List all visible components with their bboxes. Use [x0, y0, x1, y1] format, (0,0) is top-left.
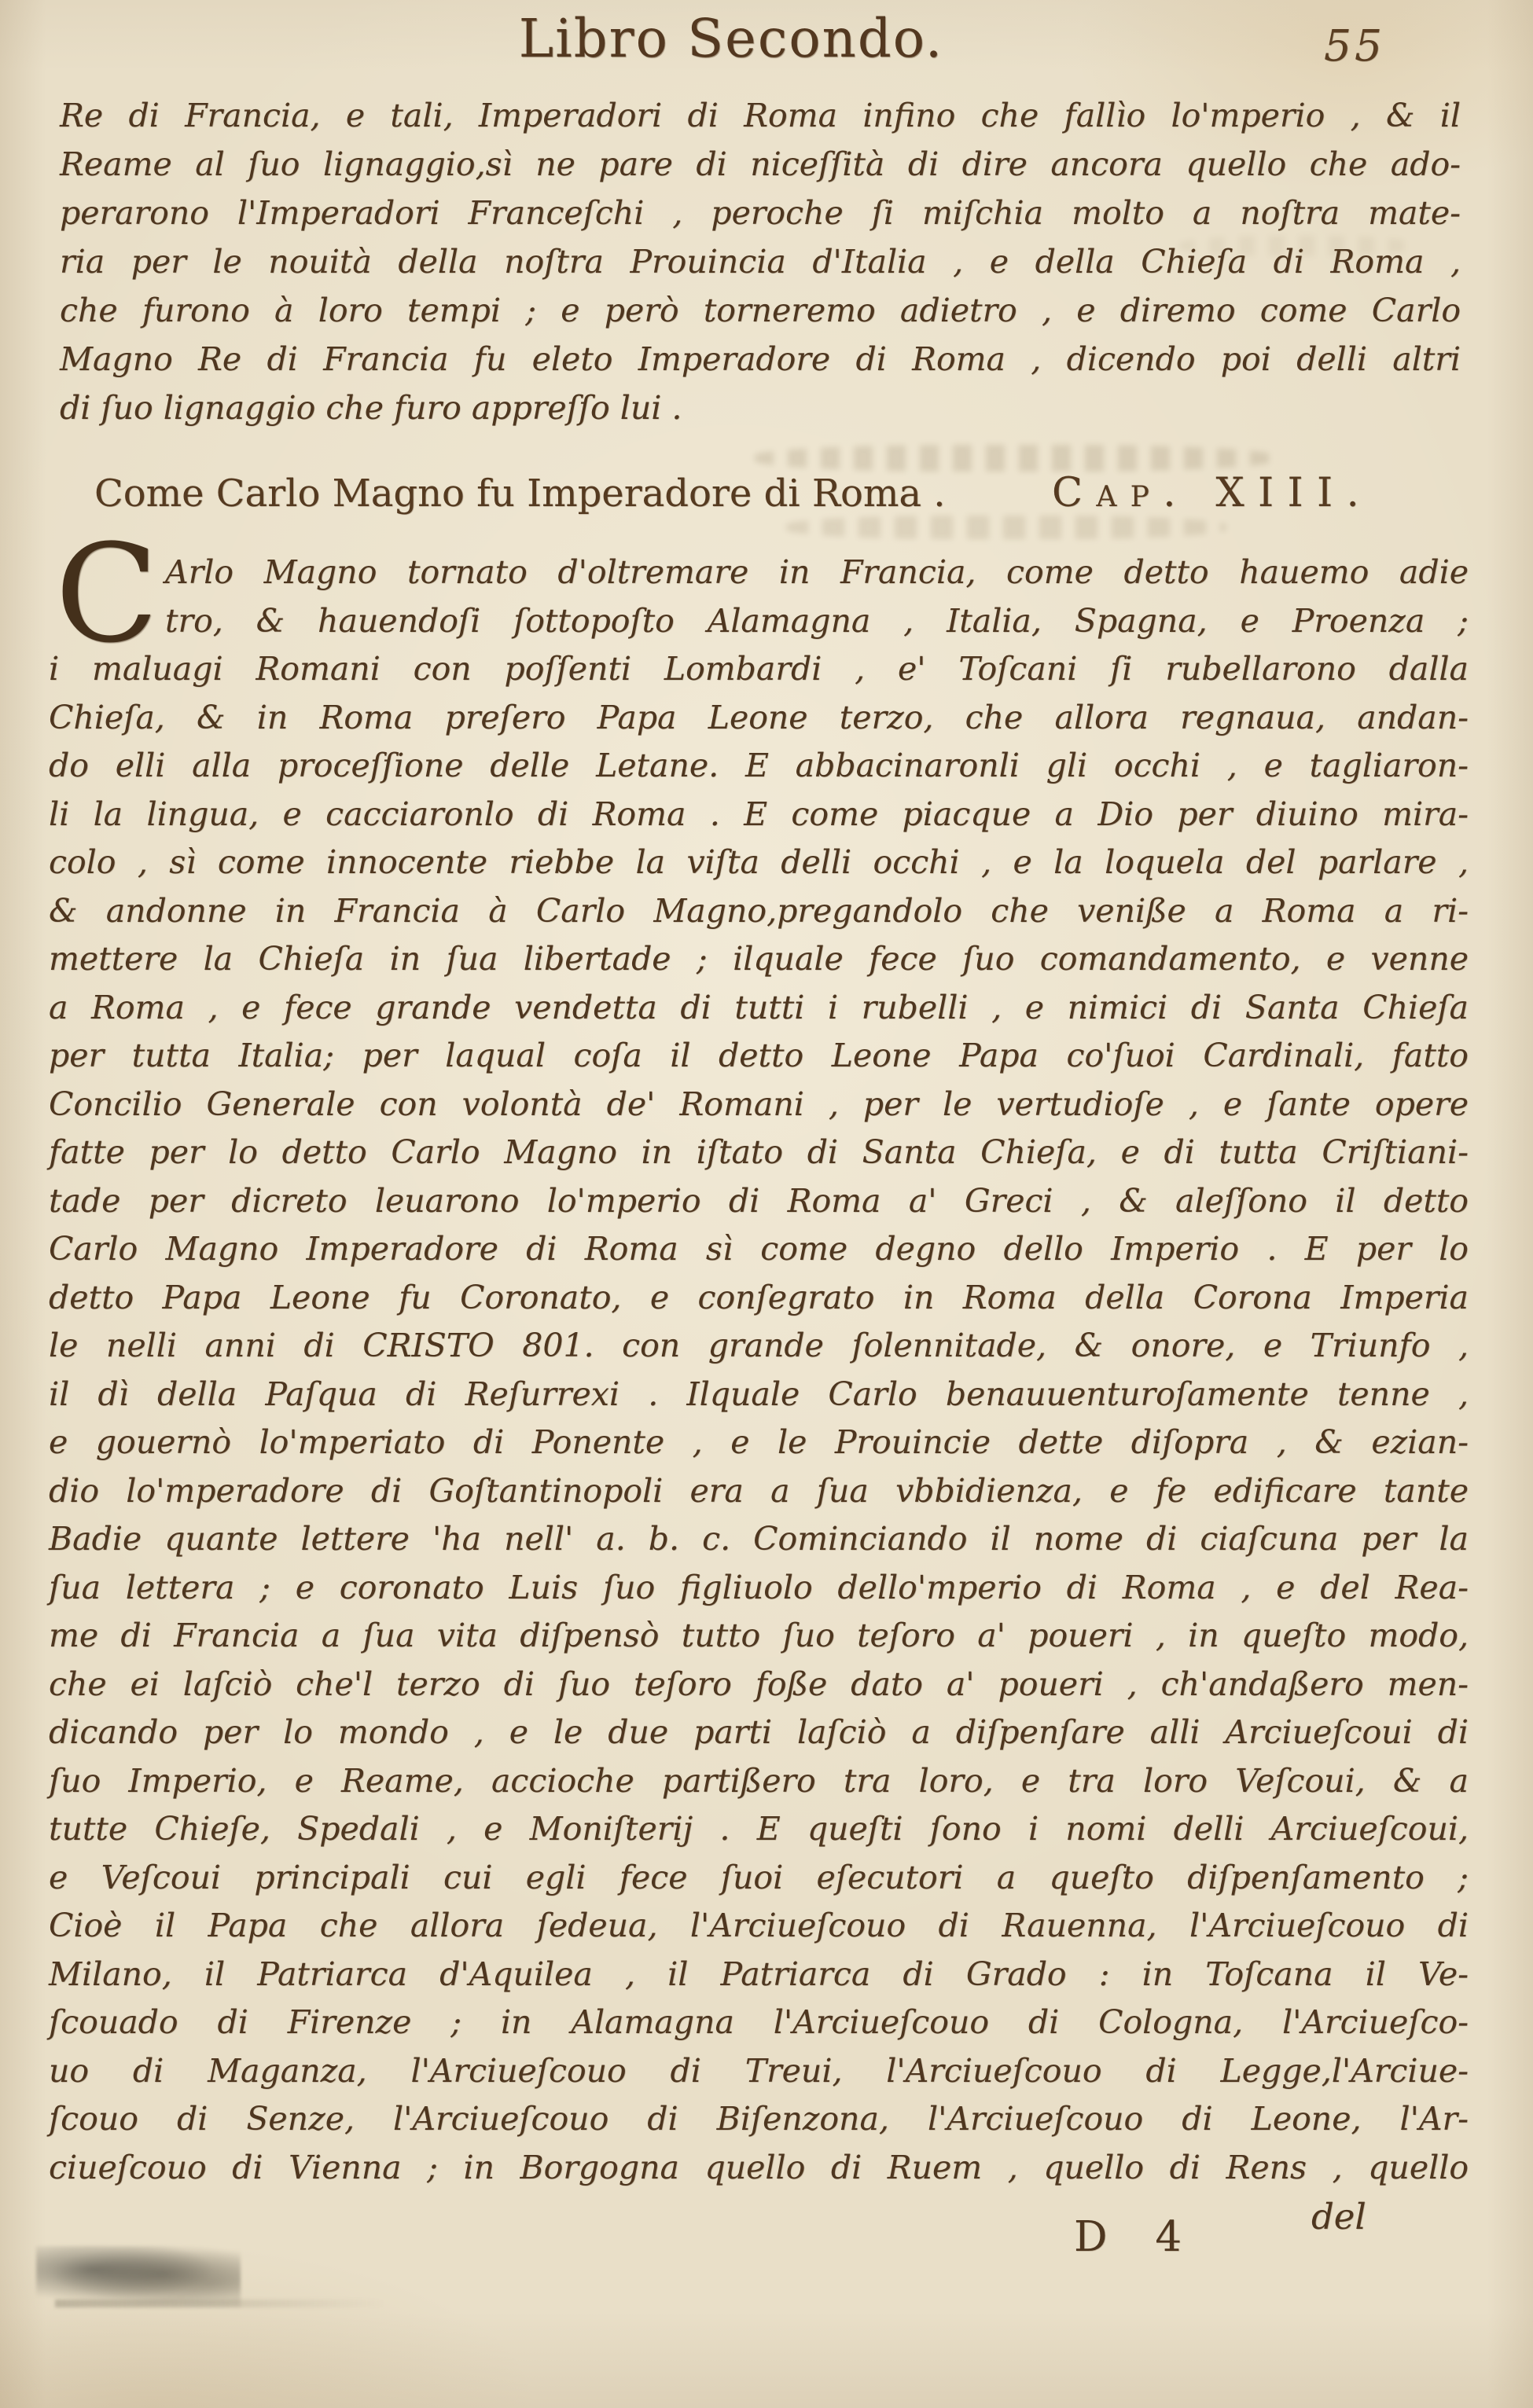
text-line: Concilio Generale con volontà de' Romani , per le vertudioſe , e ſante opere	[49, 1085, 1469, 1123]
text-line: Carlo Magno Imperadore di Roma sì come degno dello Imperio . E per lo	[49, 1230, 1469, 1268]
text-line: che furono à loro tempi ; e però torneremo adietro , e diremo come Carlo	[60, 292, 1461, 329]
text-line: i maluagi Romani con poſſenti Lombardi , e' Toſcani ſi rubellarono dalla	[49, 650, 1469, 688]
text-line: ſcouo di Senze, l'Arciueſcouo di Biſenzona, l'Arciueſcouo di Leone, l'Ar-	[49, 2100, 1469, 2138]
text-line: Badie quante lettere 'ha nell' a. b. c. Cominciando il nome di ciaſcuna per la	[49, 1520, 1469, 1558]
text-line: tutte Chieſe, Spedali , e Moniſterij . E queſti ſono i nomi delli Arciueſcoui,	[49, 1810, 1469, 1848]
text-line: ſcouado di Firenze ; in Alamagna l'Arciueſcouo di Cologna, l'Arciueſco-	[49, 2003, 1469, 2041]
text-line: le nelli anni di CRISTO 801. con grande ſolennitade, & onore, e Triunfo ,	[49, 1327, 1469, 1364]
text-line: e Veſcoui principali cui egli fece ſuoi eſecutori a queſto diſpenſamento ;	[49, 1858, 1469, 1896]
text-line: a Roma , e fece grande vendetta di tutti i rubelli , e nimici di Santa Chieſa	[49, 988, 1469, 1026]
ink-bleedthrough-mark	[786, 516, 1226, 539]
text-line: Reame al ſuo lignaggio,sì ne pare di niceſſità di dire ancora quello che ado-	[60, 145, 1461, 183]
text-line: fatte per lo detto Carlo Magno in iſtato di Santa Chieſa, e di tutta Criſtiani-	[49, 1133, 1469, 1171]
text-line: mettere la Chieſa in ſua libertade ; ilquale fece ſuo comandamento, e venne	[49, 940, 1469, 978]
text-line: do elli alla proceſſione delle Letane. E abbacinaronli gli occhi , e tagliaron-	[49, 747, 1469, 784]
text-line: perarono l'Imperadori Franceſchi , peroche ſi miſchia molto a noſtra mate-	[60, 194, 1461, 232]
text-line: ſuo Imperio, e Reame, accioche partißero tra loro, e tra loro Veſcoui, & a	[49, 1761, 1469, 1800]
text-line: Magno Re di Francia fu eleto Imperadore di Roma , dicendo poi delli altri	[60, 340, 1461, 378]
text-line: Milano, il Patriarca d'Aquilea , il Patriarca di Grado : in Toſcana il Ve-	[49, 1955, 1469, 1993]
text-line: Arlo Magno tornato d'oltremare in Francia, come detto hauemo adie	[165, 553, 1469, 591]
chapter-heading	[94, 470, 1373, 516]
text-line: che ei laſciò che'l terzo di ſuo teſoro foße dato a' poueri , ch'andaßero men-	[49, 1665, 1469, 1703]
signature-mark: D 4	[1074, 2213, 1200, 2261]
drop-cap: C	[55, 515, 159, 673]
text-line: li la lingua, e cacciaronlo di Roma . E come piacque a Dio per diuino mira-	[49, 795, 1469, 833]
body-paragraph	[49, 549, 1469, 2192]
intro-paragraph	[60, 91, 1461, 432]
text-line: dio lo'mperadore di Goſtantinopoli era a ſua vbbidienza, e fe edificare tante	[49, 1471, 1469, 1510]
text-line: me di Francia a ſua vita diſpensò tutto ſuo teſoro a' poueri , in queſto modo,	[49, 1617, 1469, 1654]
text-line: per tutta Italia; per laqual coſa il detto Leone Papa co'ſuoi Cardinali, fatto	[49, 1037, 1469, 1074]
text-line: colo , sì come innocente riebbe la viſta delli occhi , e la loquela del parlare ,	[49, 843, 1469, 881]
text-line: il dì della Paſqua di Reſurrexi . Ilquale Carlo benauuenturoſamente tenne ,	[49, 1375, 1469, 1413]
running-title: Libro Secondo.	[518, 8, 944, 69]
text-line: Cioè il Papa che allora ſedeua, l'Arciueſcouo di Rauenna, l'Arciueſcouo di	[49, 1907, 1469, 1944]
catchword: del	[1311, 2196, 1366, 2237]
text-line: detto Papa Leone fu Coronato, e conſegrato in Roma della Corona Imperia	[49, 1278, 1469, 1316]
text-line: di ſuo lignaggio che furo appreſſo lui .	[60, 389, 682, 427]
chapter-number: Cap. XIII.	[1051, 470, 1373, 516]
text-line: ſua lettera ; e coronato Luis ſuo figliuolo dello'mperio di Roma , e del Rea-	[49, 1568, 1469, 1606]
ink-bleedthrough-mark	[755, 445, 1274, 472]
text-line: uo di Maganza, l'Arciueſcouo di Treui, l'Arciueſcouo di Legge,l'Arciue-	[49, 2051, 1469, 2090]
text-line: & andonne in Francia à Carlo Magno,pregandolo che veniße a Roma a ri-	[49, 891, 1469, 930]
text-line: Chieſa, & in Roma preſero Papa Leone terzo, che allora regnaua, andan-	[49, 698, 1469, 736]
text-line: dicando per lo mondo , e le due parti laſciò a diſpenſare alli Arciueſcoui di	[49, 1713, 1469, 1751]
page-number: 55	[1324, 20, 1385, 71]
text-line: Re di Francia, e tali, Imperadori di Roma infino che fallìo lo'mperio , & il	[60, 97, 1461, 134]
text-line: tro, & hauendoſi ſottopoſto Alamagna , Italia, Spagna, e Proenza ;	[165, 601, 1469, 640]
chapter-title: Come Carlo Magno fu Imperadore di Roma .	[94, 472, 946, 516]
text-line: ciueſcouo di Vienna ; in Borgogna quello di Ruem , quello di Rens , quello	[49, 2148, 1469, 2186]
text-line: tade per dicreto leuarono lo'mperio di Roma a' Greci , & aleſſono il detto	[49, 1181, 1469, 1220]
ink-smudge	[36, 2246, 241, 2307]
text-line: ria per le nouità della noſtra Prouincia d'Italia , e della Chieſa di Roma ,	[60, 243, 1461, 281]
text-line: e gouernò lo'mperiato di Ponente , e le Prouincie dette diſopra , & ezian-	[49, 1423, 1469, 1461]
ink-smudge-streak	[55, 2300, 385, 2307]
